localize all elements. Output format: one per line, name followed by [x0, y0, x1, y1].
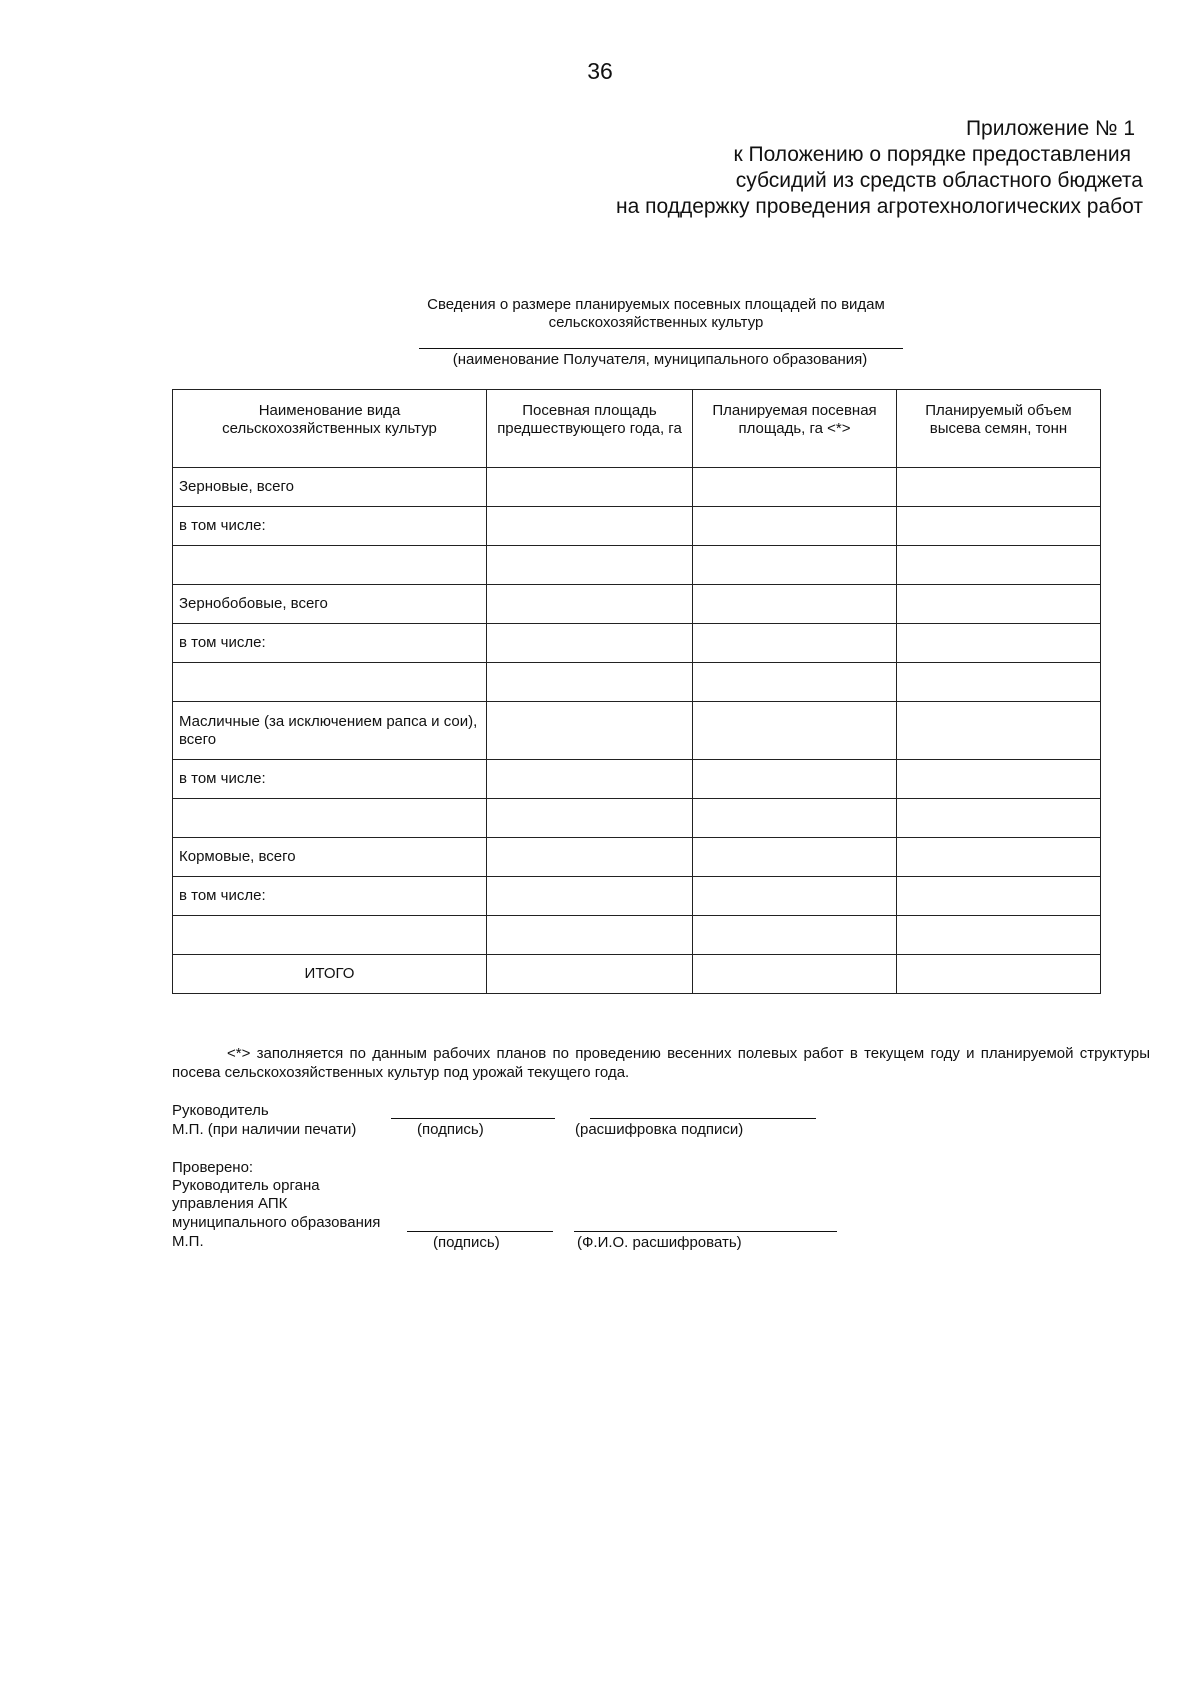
planned-area-cell[interactable] [693, 546, 897, 585]
row-label[interactable] [173, 663, 487, 702]
form-title [0, 296, 1200, 332]
table-row [173, 702, 1101, 760]
seed-volume-cell[interactable] [897, 546, 1101, 585]
table-header-row [173, 390, 1101, 468]
seed-volume-cell[interactable] [897, 760, 1101, 799]
planned-area-cell[interactable] [693, 877, 897, 916]
planned-area-cell[interactable] [693, 838, 897, 877]
table-row [173, 624, 1101, 663]
page-number: 36 [587, 58, 613, 84]
seed-volume-cell[interactable] [897, 585, 1101, 624]
seed-volume-cell[interactable] [897, 916, 1101, 955]
appendix-line: к Положению о порядке предоставления [733, 143, 1131, 166]
fio-caption: (Ф.И.О. расшифровать) [577, 1234, 742, 1251]
signature-caption: (подпись) [433, 1234, 500, 1251]
seed-volume-cell[interactable] [897, 799, 1101, 838]
previous-area-cell[interactable] [487, 468, 693, 507]
seed-volume-cell[interactable] [897, 507, 1101, 546]
row-label: в том числе: [173, 760, 487, 799]
previous-area-cell[interactable] [487, 760, 693, 799]
signature-line[interactable] [407, 1231, 553, 1232]
stamp-label: М.П. (при наличии печати) [172, 1121, 357, 1138]
previous-area-cell[interactable] [487, 916, 693, 955]
table-row [173, 877, 1101, 916]
previous-area-cell[interactable] [487, 585, 693, 624]
total-label: ИТОГО [173, 955, 487, 994]
row-label[interactable] [173, 916, 487, 955]
previous-area-cell[interactable] [487, 838, 693, 877]
row-label[interactable] [173, 546, 487, 585]
row-label: Зернобобовые, всего [173, 585, 487, 624]
recipient-name-caption: (наименование Получателя, муниципального образования) [452, 351, 868, 368]
form-title-line: Сведения о размере планируемых посевных площадей по видам [427, 296, 885, 313]
seed-volume-cell[interactable] [897, 468, 1101, 507]
previous-area-cell[interactable] [487, 702, 693, 760]
footnote [172, 1044, 1150, 1082]
table-row [173, 760, 1101, 799]
previous-area-cell[interactable] [487, 507, 693, 546]
recipient-name-line[interactable] [419, 348, 903, 349]
signature-decode-line[interactable] [590, 1118, 816, 1119]
row-label[interactable] [173, 799, 487, 838]
appendix-line: на поддержку проведения агротехнологических работ [615, 195, 1143, 218]
row-label: в том числе: [173, 877, 487, 916]
header-planned-area: Планируемая посевная площадь, га <*> [693, 390, 897, 468]
header-crop-type: Наименование вида сельскохозяйственных культур [173, 390, 487, 468]
signature-line[interactable] [391, 1118, 555, 1119]
planned-area-cell[interactable] [693, 916, 897, 955]
footnote-text: <*> заполняется по данным рабочих планов по проведению весенних полевых работ в текущем году и планируемой структуры посева сельскохозяйственных культур под урожай текущего года. [172, 1045, 1150, 1081]
table-row [173, 663, 1101, 702]
seed-volume-cell[interactable] [897, 624, 1101, 663]
table-row [173, 838, 1101, 877]
planned-area-total[interactable] [693, 955, 897, 994]
previous-area-cell[interactable] [487, 799, 693, 838]
seed-volume-total[interactable] [897, 955, 1101, 994]
planned-area-cell[interactable] [693, 760, 897, 799]
head-label: Руководитель [172, 1102, 269, 1119]
table-row [173, 585, 1101, 624]
planned-area-cell[interactable] [693, 624, 897, 663]
signature-caption: (подпись) [417, 1121, 484, 1138]
planned-area-cell[interactable] [693, 702, 897, 760]
table-row-total [173, 955, 1101, 994]
planned-area-cell[interactable] [693, 468, 897, 507]
seed-volume-cell[interactable] [897, 663, 1101, 702]
seed-volume-cell[interactable] [897, 838, 1101, 877]
previous-area-cell[interactable] [487, 624, 693, 663]
planned-area-cell[interactable] [693, 799, 897, 838]
table-row [173, 468, 1101, 507]
appendix-header [616, 116, 1143, 220]
table-row [173, 546, 1101, 585]
row-label: в том числе: [173, 624, 487, 663]
seed-volume-cell[interactable] [897, 877, 1101, 916]
row-label: Масличные (за исключением рапса и сои), всего [173, 702, 487, 760]
stamp-label: М.П. [172, 1233, 204, 1250]
apk-head-label: Руководитель органа [172, 1177, 320, 1194]
apk-head-label: муниципального образования [172, 1214, 381, 1231]
apk-head-label: управления АПК [172, 1195, 288, 1212]
form-title-line: сельскохозяйственных культур [548, 314, 764, 331]
checked-label: Проверено: [172, 1159, 254, 1176]
planned-area-cell[interactable] [693, 585, 897, 624]
header-previous-area: Посевная площадь предшествующего года, га [487, 390, 693, 468]
table-row [173, 507, 1101, 546]
planned-area-cell[interactable] [693, 507, 897, 546]
signature-decode-caption: (расшифровка подписи) [575, 1121, 744, 1138]
previous-area-cell[interactable] [487, 877, 693, 916]
table-row [173, 799, 1101, 838]
appendix-line: субсидий из средств областного бюджета [735, 169, 1143, 192]
crop-area-table [172, 389, 1101, 994]
appendix-line: Приложение № 1 [965, 117, 1135, 140]
row-label: Кормовые, всего [173, 838, 487, 877]
seed-volume-cell[interactable] [897, 702, 1101, 760]
row-label: Зерновые, всего [173, 468, 487, 507]
header-seed-volume: Планируемый объем высева семян, тонн [897, 390, 1101, 468]
row-label: в том числе: [173, 507, 487, 546]
fio-line[interactable] [574, 1231, 837, 1232]
previous-area-cell[interactable] [487, 546, 693, 585]
previous-area-total[interactable] [487, 955, 693, 994]
planned-area-cell[interactable] [693, 663, 897, 702]
previous-area-cell[interactable] [487, 663, 693, 702]
table-row [173, 916, 1101, 955]
